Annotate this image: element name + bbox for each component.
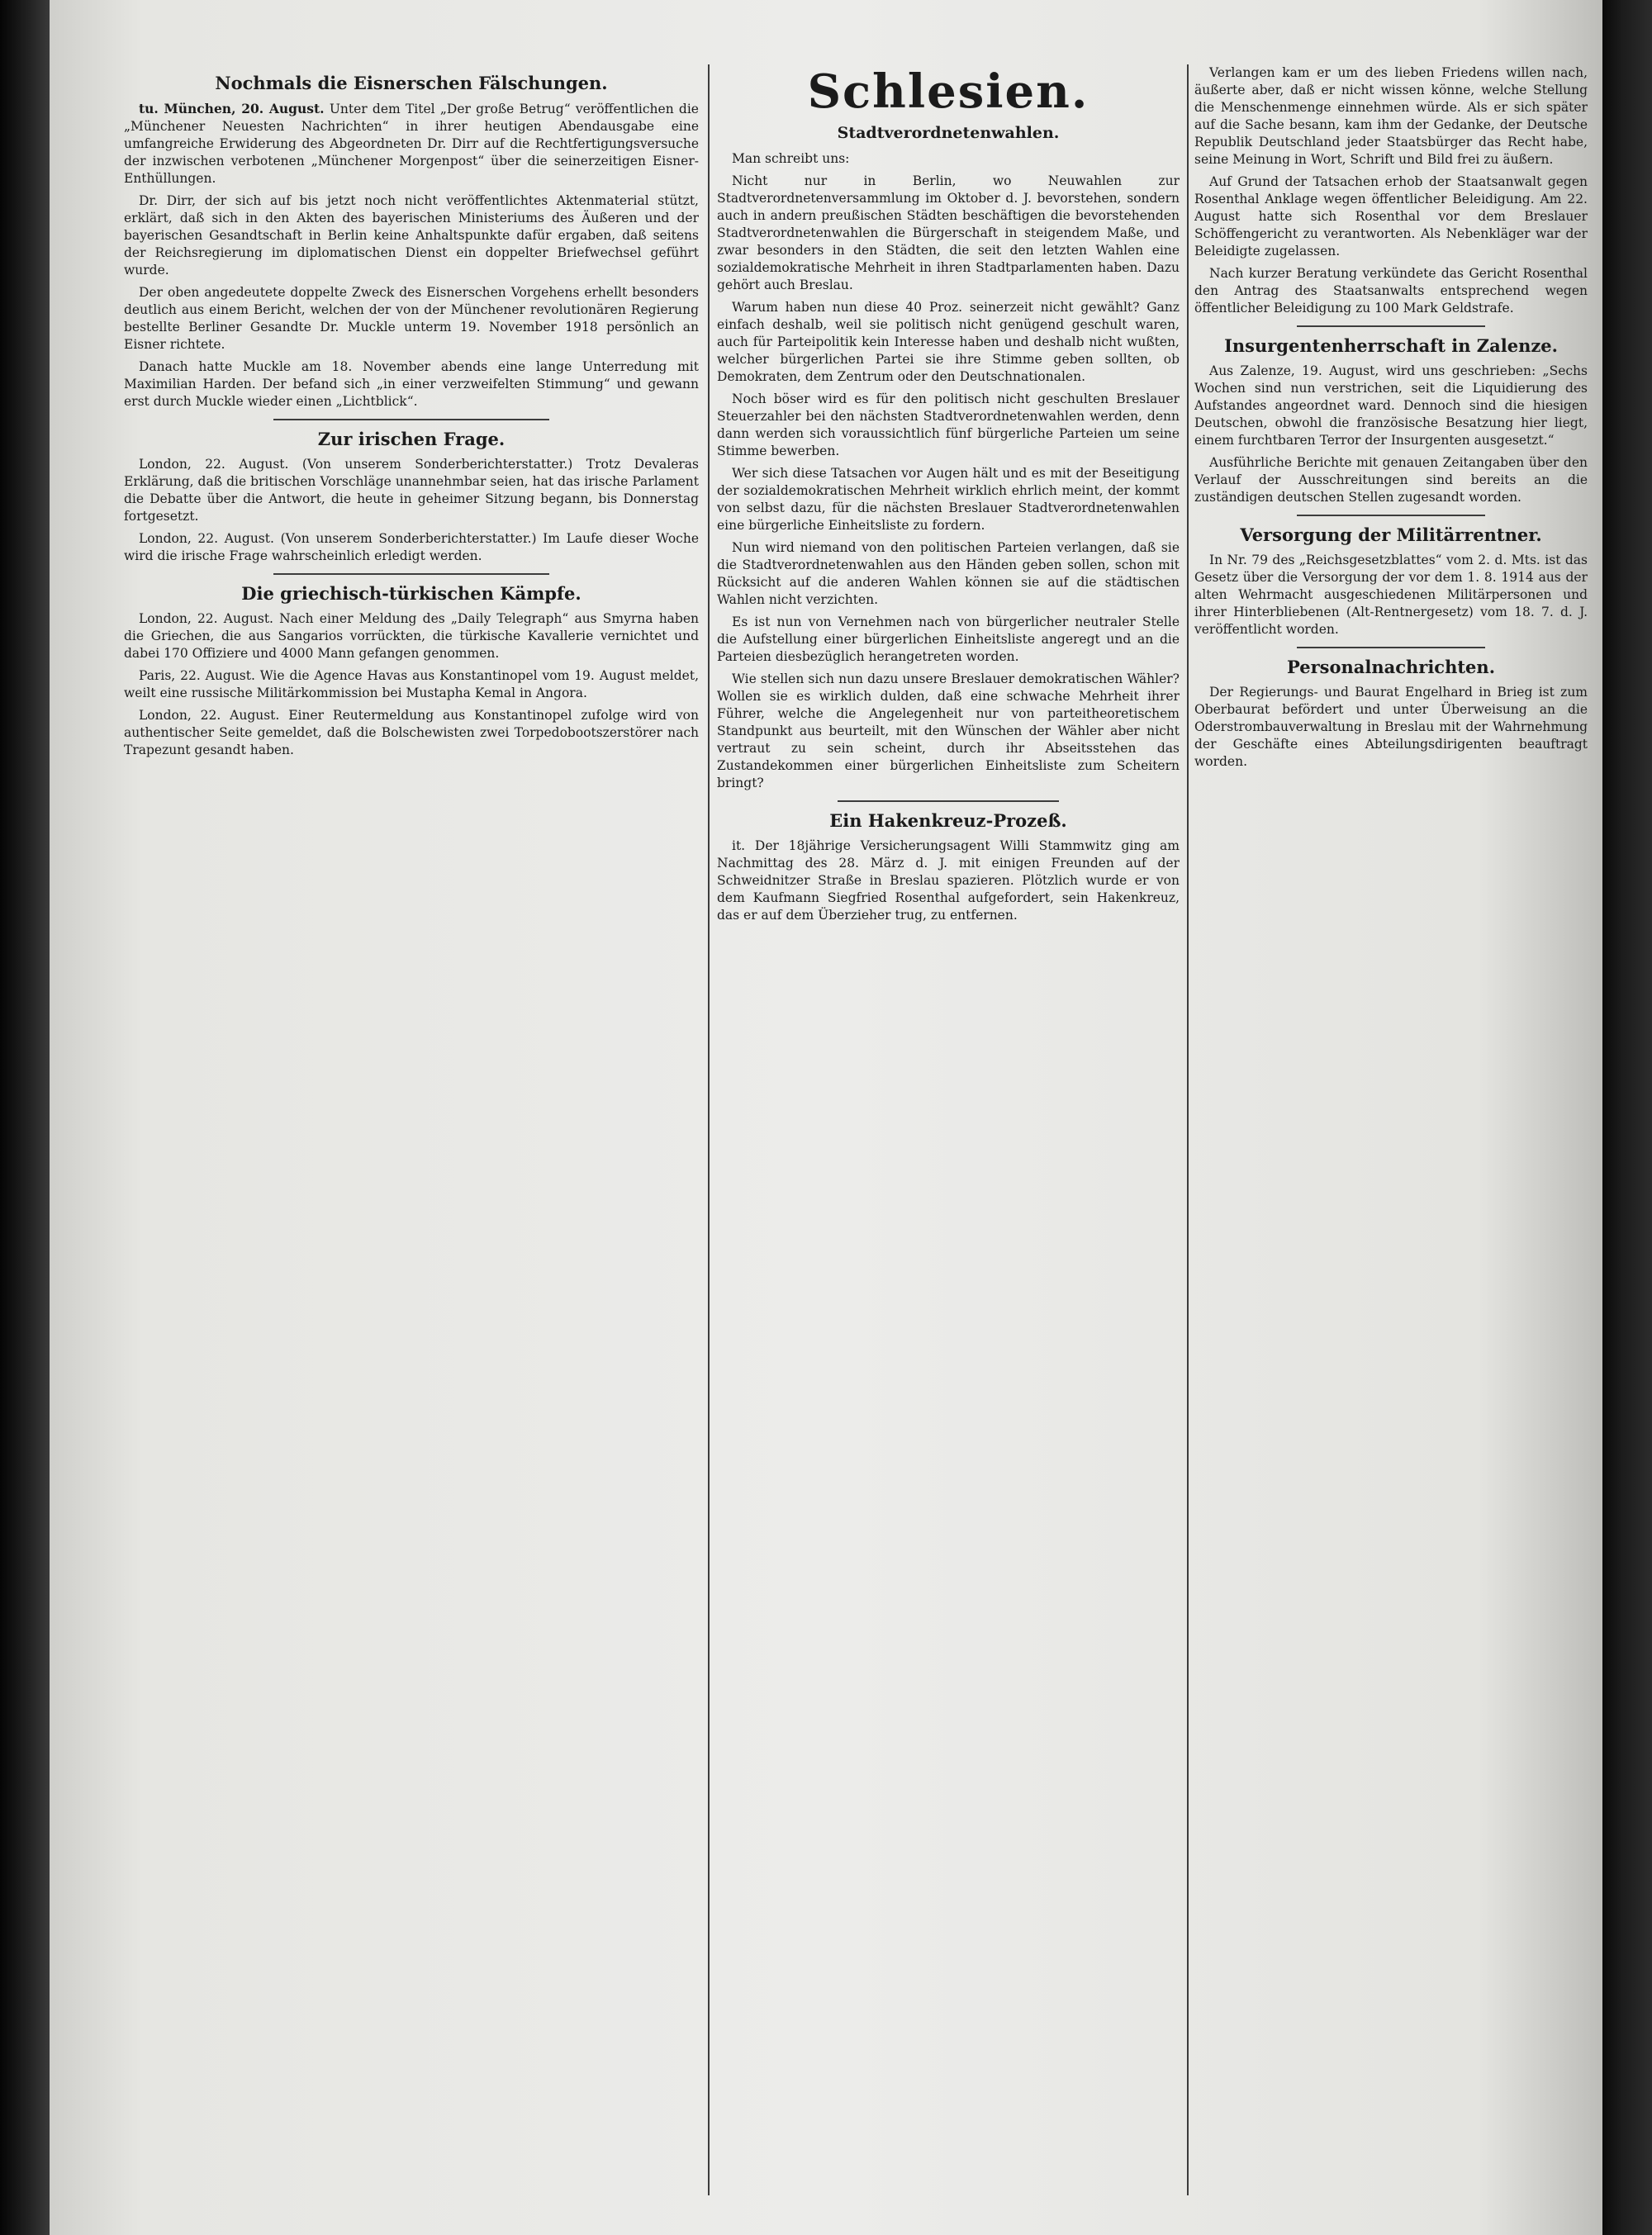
article-paragraph: Noch böser wird es für den politisch nicht geschulten Breslauer Steuerzahler bei den nächsten Stadtverordnetenwahlen werden, denn dann werden sich voraussichtlich fünf bürgerliche Parteien um seine Stimme bewerben. (717, 391, 1180, 458)
article-paragraph: London, 22. August. (Von unserem Sonderberichterstatter.) Trotz Devaleras Erklärung, daß die britischen Vorschläge unannehmbar seien, hat das irische Parlament die Debatte über die Antwort, die heute in geheimer Sitzung begann, bis Donnerstag fortgesetzt. (124, 457, 699, 524)
middle-column (717, 64, 1180, 2204)
left-column (124, 64, 699, 2204)
article-paragraph: Der Regierungs- und Baurat Engelhard in Brieg ist zum Oberbaurat befördert und unter Überweisung an die Oderstrombauverwaltung in Breslau mit der Wahrnehmung der Geschäfte eines Abteilungsdirigenten beauftragt worden. (1194, 685, 1588, 769)
dateline: tu. München, 20. August. (139, 101, 325, 116)
article-paragraph: it. Der 18jährige Versicherungsagent Willi Stammwitz ging am Nachmittag des 28. März d. J. mit einigen Freunden auf der Schweidnitzer Straße in Breslau spazieren. Plötzlich wurde er von dem Kaufmann Siegfried Rosenthal aufgefordert, sein Hakenkreuz, das er auf dem Überzieher trug, zu entfernen. (717, 838, 1180, 923)
article-paragraph: London, 22. August. Nach einer Meldung des „Daily Telegraph“ aus Smyrna haben die Griechen, die aus Sangarios vorrückten, die türkische Kavallerie vernichtet und dabei 170 Offiziere und 4000 Mann gefangen genommen. (124, 611, 699, 661)
section-divider (273, 419, 549, 420)
article-paragraph: Wer sich diese Tatsachen vor Augen hält und es mit der Beseitigung der sozialdemokratischen Mehrheit wirklich ehrlich meint, der kommt von selbst dazu, für die nächsten Breslauer Stadtverordnetenwahlen eine bürgerliche Einheitsliste zu fordern. (717, 466, 1180, 533)
article-heading-irish: Zur irischen Frage. (317, 429, 506, 449)
article-heading-military-pensioners: Versorgung der Militärrentner. (1240, 524, 1542, 545)
column-rule-right (1187, 64, 1189, 2195)
article-heading-elections: Stadtverordnetenwahlen. (837, 124, 1060, 142)
section-divider (1297, 515, 1485, 516)
article-paragraph: Verlangen kam er um des lieben Friedens willen nach, äußerte aber, daß er nicht wissen könne, welche Stellung die Menschenmenge einnehmen würde. Als er sich später auf die Sache besann, kam ihm der Gedanke, der Deutsche Republik Deutschland jeder Staatsbürger das Recht habe, seine Meinung in Wort, Schrift und Bild frei zu äußern. (1194, 65, 1588, 167)
section-divider (1297, 647, 1485, 648)
article-paragraph: London, 22. August. (Von unserem Sonderberichterstatter.) Im Laufe dieser Woche wird die irische Frage wahrscheinlich erledigt werden. (124, 531, 699, 563)
article-paragraph: Wie stellen sich nun dazu unsere Breslauer demokratischen Wähler? Wollen sie es wirklich dulden, daß eine schwache Mehrheit ihrer Führer, welche die Angelegenheit nur von parteitheoretischem Standpunkt aus beurteilt, mit den Wünschen der Wähler aber nicht vertraut zu sein scheint, durch ihr Abseitsstehen das Zustandekommen einer bürgerlichen Einheitsliste zum Scheitern bringt? (717, 671, 1180, 790)
article-paragraph: Der oben angedeutete doppelte Zweck des Eisnerschen Vorgehens erhellt besonders deutlich aus einem Bericht, welchen der von der Münchener revolutionären Regierung bestellte Berliner Gesandte Dr. Muckle unterm 19. November 1918 persönlich an Eisner richtete. (124, 285, 699, 352)
section-masthead: Schlesien. (807, 64, 1089, 119)
section-divider (838, 800, 1060, 802)
section-divider (1297, 325, 1485, 327)
adjacent-page-edge (1602, 0, 1652, 2235)
column-rule-left (708, 64, 710, 2195)
article-paragraph: Danach hatte Muckle am 18. November abends eine lange Unterredung mit Maximilian Harden. Der befand sich „in einer verzweifelten Stimmung“ und gewann erst durch Muckle wieder einen „Lichtblick“. (124, 359, 699, 409)
section-divider (273, 573, 549, 575)
article-paragraph: Aus Zalenze, 19. August, wird uns geschrieben: „Sechs Wochen sind nun verstrichen, seit die Liquidierung des Aufstandes angeordnet ward. Dennoch sind die hiesigen Deutschen, obwohl die französische Besatzung hier liegt, einem furchtbaren Terror der Insurgenten ausgesetzt.“ (1194, 363, 1588, 448)
book-spine (0, 0, 50, 2235)
article-paragraph: Nach kurzer Beratung verkündete das Gericht Rosenthal den Antrag des Staatsanwalts entsprechend wegen öffentlicher Beleidigung zu 100 Mark Geldstrafe. (1194, 266, 1588, 316)
article-paragraph: Auf Grund der Tatsachen erhob der Staatsanwalt gegen Rosenthal Anklage wegen öffentlicher Beleidigung. Am 22. August hatte sich Rosenthal vor dem Breslauer Schöffengericht zu verantworten. Als Nebenkläger war der Beleidigte zugelassen. (1194, 174, 1588, 259)
article-paragraph: tu. München, 20. August. Unter dem Titel „Der große Betrug“ veröffentlichen die „Münchener Neuesten Nachrichten“ in ihrer heutigen Abendausgabe eine umfangreiche Erwiderung des Abgeordneten Dr. Dirr auf die Rechtfertigungsversuche der inzwischen verbotenen „Münchener Morgenpost“ über die seinerzeitigen Eisner-Enthüllungen. (124, 101, 699, 186)
article-intro: Man schreibt uns: (732, 151, 850, 166)
article-paragraph: Paris, 22. August. Wie die Agence Havas aus Konstantinopel vom 19. August meldet, weilt eine russische Militärkommission bei Mustapha Kemal in Angora. (124, 668, 699, 700)
right-column (1194, 64, 1588, 2204)
article-paragraph: Nun wird niemand von den politischen Parteien verlangen, daß sie die Stadtverordnetenwahlen aus den Händen geben sollen, schon mit Rücksicht auf die anderen Wahlen können sie auf die städtischen Wahlen nicht verzichten. (717, 540, 1180, 607)
article-heading-greek-turkish: Die griechisch-türkischen Kämpfe. (241, 583, 582, 604)
article-paragraph: Dr. Dirr, der sich auf bis jetzt noch nicht veröffentlichtes Aktenmaterial stützt, erklärt, daß sich in den Akten des bayerischen Ministeriums des Äußeren und der bayerischen Gesandtschaft in Berlin keine Anhaltspunkte dafür ergaben, daß seitens der Reichsregierung im diplomatischen Dienst ein doppelter Briefwechsel geführt wurde. (124, 193, 699, 278)
article-paragraph: Ausführliche Berichte mit genauen Zeitangaben über den Verlauf der Ausschreitungen sind bereits an die zuständigen deutschen Stellen zugesandt worden. (1194, 455, 1588, 505)
article-heading-personnel: Personalnachrichten. (1287, 657, 1495, 677)
article-paragraph: Nicht nur in Berlin, wo Neuwahlen zur Stadtverordnetenversammlung im Oktober d. J. bevorstehen, sondern auch in andern preußischen Städten beschäftigen die bevorstehenden Stadtverordnetenwahlen die Bürgerschaft in steigendem Maße, und zwar besonders in den Städten, die seit den letzten Wahlen eine sozialdemokratische Mehrheit in ihren Stadtparlamenten haben. Dazu gehört auch Breslau. (717, 173, 1180, 292)
article-heading-insurgents: Insurgentenherrschaft in Zalenze. (1224, 335, 1558, 356)
article-paragraph: Es ist nun von Vernehmen nach von bürgerlicher neutraler Stelle die Aufstellung einer bürgerlichen Einheitsliste angeregt und an die Parteien diesbezüglich herangetreten worden. (717, 615, 1180, 664)
article-paragraph: In Nr. 79 des „Reichsgesetzblattes“ vom 2. d. Mts. ist das Gesetz über die Versorgung der vor dem 1. 8. 1914 aus der alten Wehrmacht ausgeschiedenen Militärpersonen und ihrer Hinterbliebenen (Alt-Rentnergesetz) vom 18. 7. d. J. veröffentlicht worden. (1194, 553, 1588, 637)
article-heading-eisner: Nochmals die Eisnerschen Fälschungen. (215, 73, 608, 93)
article-paragraph: Warum haben nun diese 40 Proz. seinerzeit nicht gewählt? Ganz einfach deshalb, weil sie politisch nicht genügend geschult waren, auch für Parteipolitik kein Interesse haben und deshalb nicht wußten, welcher bürgerlichen Partei sie ihre Stimme geben sollten, ob Demokraten, dem Zentrum oder den Deutschnationalen. (717, 300, 1180, 384)
article-heading-hakenkreuz: Ein Hakenkreuz-Prozeß. (829, 810, 1067, 831)
article-paragraph: London, 22. August. Einer Reutermeldung aus Konstantinopel zufolge wird von authentischer Seite gemeldet, daß die Bolschewisten zwei Torpedobootszerstörer nach Trapezunt gesandt haben. (124, 708, 699, 757)
